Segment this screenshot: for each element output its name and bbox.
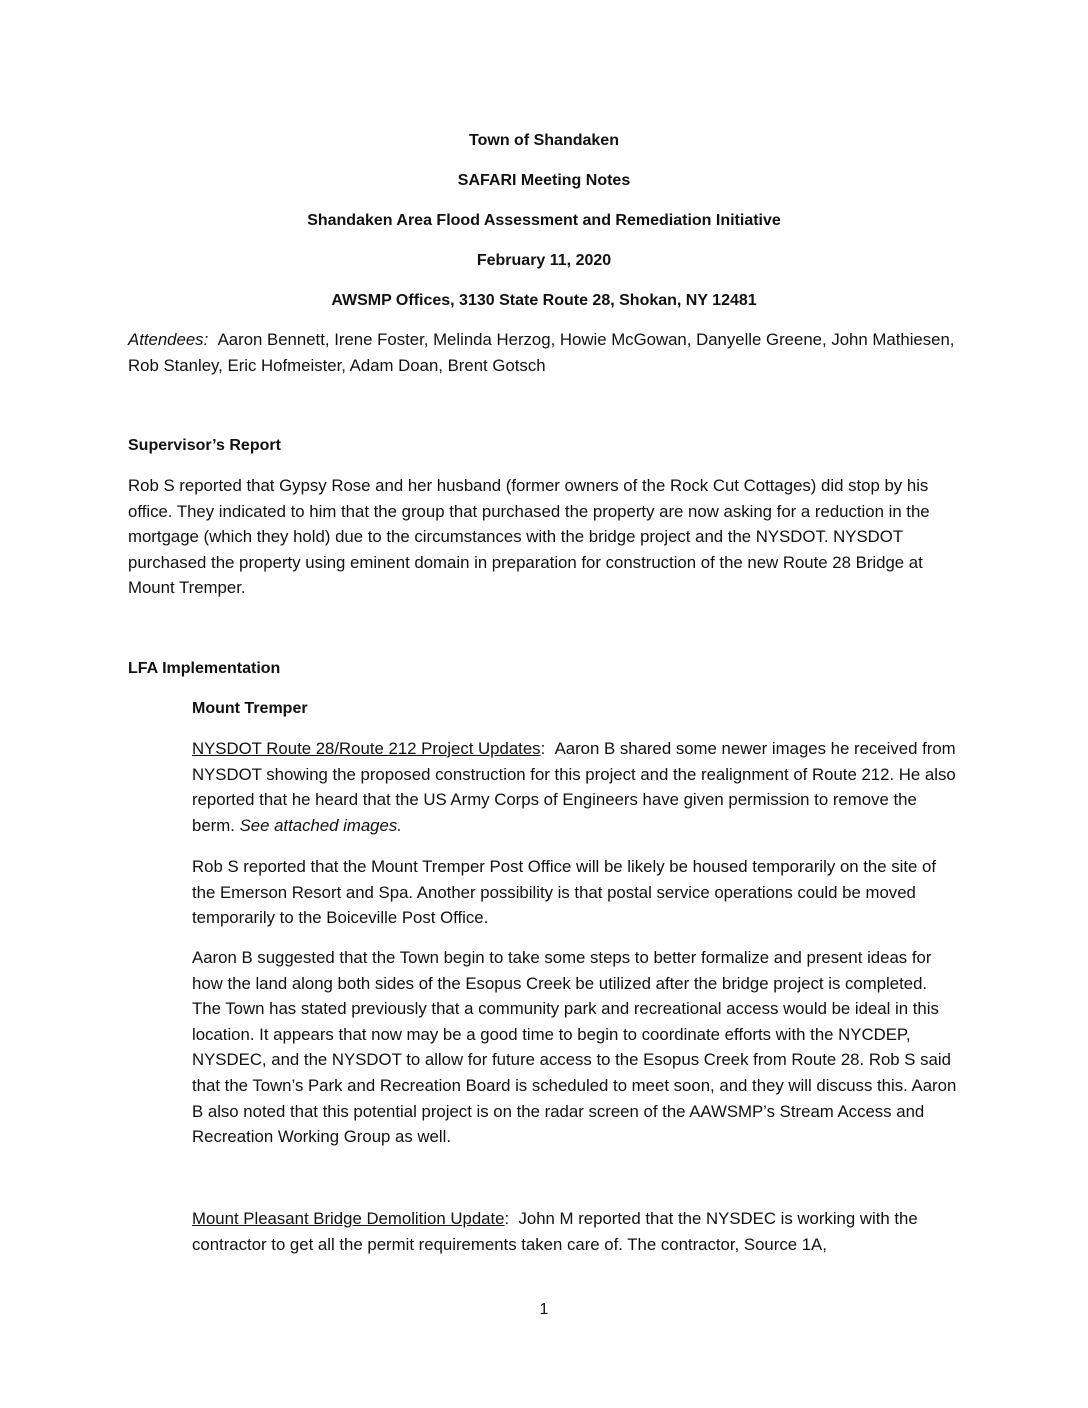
bridge-demolition-title: Mount Pleasant Bridge Demolition Update bbox=[192, 1209, 505, 1228]
header-date: February 11, 2020 bbox=[476, 252, 612, 269]
nysdot-update-attachment-note: See attached images. bbox=[239, 815, 402, 835]
nysdot-update-title: NYSDOT Route 28/Route 212 Project Updates bbox=[192, 739, 541, 758]
supervisor-paragraph: Rob S reported that Gypsy Rose and her husband (former owners of the Rock Cut Cottages) did stop by his office. They indicated to him that the group that purchased the property are now asking for a reduction in the mortgage (which they hold) due to the circumstances with the bridge project and the NYSDOT. NYSDOT purchased the property using eminent domain in preparation for construction of the new Route 28 Bridge at Mount Tremper. bbox=[128, 476, 930, 598]
mount-tremper-subheading: Mount Tremper bbox=[192, 700, 308, 717]
park-access-paragraph: Aaron B suggested that the Town begin to take some steps to better formalize and present ideas for how the land along both sides of the Esopus Creek be utilized after the bridge project is completed. The Town has stated previously that a community park and recreational access would be ideal in this location. It appears that now may be a good time to begin to coordinate efforts with the NYCDEP, NYSDEC, and the NYSDOT to allow for future access to the Esopus Creek from Route 28. Rob S said that the Town’s Park and Recreation Board is scheduled to meet soon, and they will discuss this. Aaron B also noted that this potential project is on the radar screen of the AAWSMP’s Stream Access and Recreation Working Group as well. bbox=[192, 948, 957, 1147]
nysdot-update-text: Aaron B shared some newer images he received from NYSDOT showing the proposed construction for this project and the realignment of Route 212. He also reported that he heard that the US Army Corps of Engineers have given permission to remove the berm. bbox=[192, 739, 956, 835]
page-number: 1 bbox=[539, 1301, 549, 1318]
header-town: Town of Shandaken bbox=[469, 132, 619, 149]
nysdot-update-colon: : bbox=[540, 739, 546, 758]
nysdot-update-paragraph bbox=[192, 736, 960, 838]
attendees-names: Aaron Bennett, Irene Foster, Melinda Herzog, Howie McGowan, Danyelle Greene, John Mathiesen, Rob Stanley, Eric Hofmeister, Adam Doan, Brent Gotsch bbox=[128, 330, 955, 375]
attendees-label: Attendees: bbox=[128, 330, 209, 349]
header-location: AWSMP Offices, 3130 State Route 28, Shokan, NY 12481 bbox=[331, 292, 757, 309]
bridge-demolition-paragraph bbox=[192, 1206, 960, 1257]
header-title: SAFARI Meeting Notes bbox=[457, 172, 631, 189]
post-office-paragraph: Rob S reported that the Mount Tremper Post Office will be likely be housed temporarily on the site of the Emerson Resort and Spa. Another possibility is that postal service operations could be moved temporarily to the Boiceville Post Office. bbox=[192, 857, 937, 928]
header-subtitle: Shandaken Area Flood Assessment and Remediation Initiative bbox=[307, 212, 781, 229]
attendees-paragraph bbox=[128, 327, 960, 378]
bridge-demolition-colon: : bbox=[504, 1209, 510, 1228]
supervisor-heading: Supervisor’s Report bbox=[128, 437, 281, 454]
bridge-demolition-text: John M reported that the NYSDEC is working with the contractor to get all the permit requirements taken care of. The contractor, Source 1A, bbox=[192, 1209, 918, 1254]
lfa-heading: LFA Implementation bbox=[128, 660, 281, 677]
